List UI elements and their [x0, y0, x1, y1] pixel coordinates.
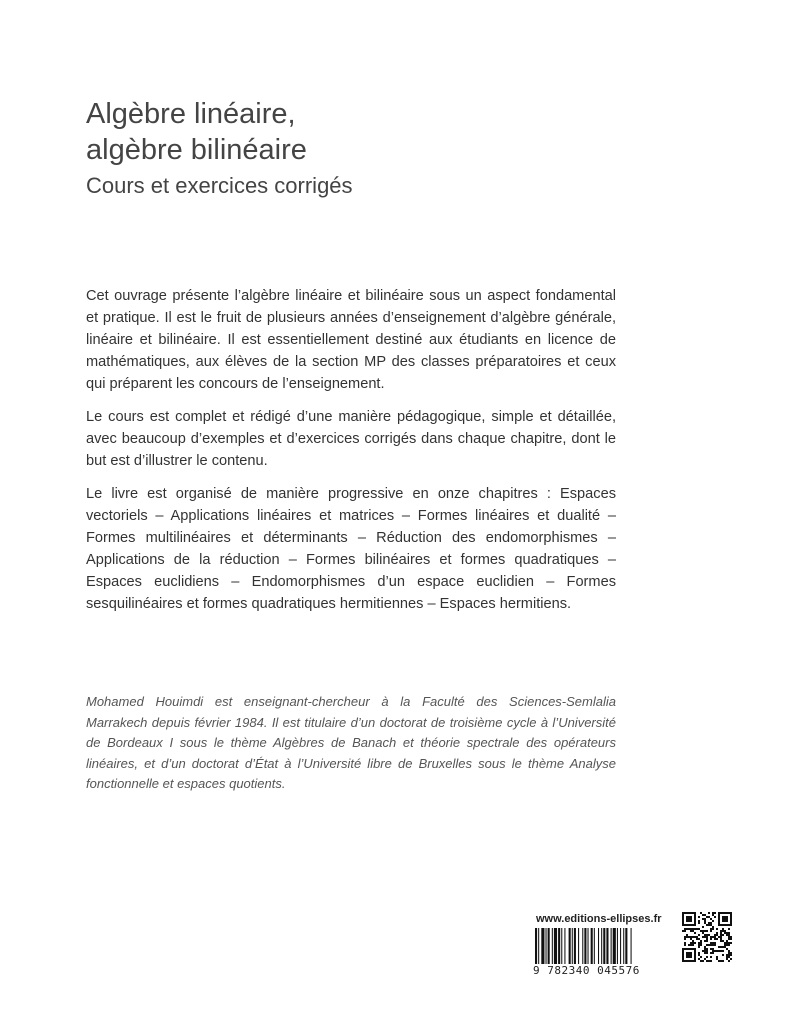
description-paragraph-2: Le cours est complet et rédigé d’une manière pédagogique, simple et détaillée, avec beaucoup d’exemples et d’exercices corrigés dans chaque chapitre, dont le but est d’illustrer le contenu.: [86, 409, 616, 469]
description-paragraph-1: Cet ouvrage présente l’algèbre linéaire et bilinéaire sous un aspect fondamental et pratique. Il est le fruit de plusieurs années d’enseignement d’algèbre générale, linéaire et bilinéaire. Il est essentiellement destiné aux étudiants en licence de mathématiques, aux élèves de la section MP des classes préparatoires et ceux qui préparent les concours de l’enseignement.: [86, 288, 616, 392]
qr-code-icon: [682, 912, 732, 962]
book-subtitle: Cours et exercices corrigés: [86, 173, 353, 198]
description: [86, 285, 616, 626]
description-paragraph-3: Le livre est organisé de manière progressive en onze chapitres : Espaces vectoriels – Applications linéaires et matrices – Formes linéaires et dualité – Formes multilinéaires et déterminants – Réduction des endomorphismes – Applications de la réduction – Formes bilinéaires et formes quadratiques – Espaces euclidiens – Endomorphismes d’un espace euclidien – Formes sesquilinéaires et formes quadratiques hermitiennes – Espaces hermitiens.: [86, 486, 616, 612]
publisher-website: www.editions-ellipses.fr: [536, 913, 662, 925]
book-title-line-1: Algèbre linéaire,: [86, 98, 296, 130]
title-block: [86, 96, 353, 200]
author-bio: Mohamed Houimdi est enseignant-chercheur à la Faculté des Sciences-Semlalia Marrakech depuis février 1984. Il est titulaire d’un doctorat de troisième cycle à l’Université de Bordeaux I sous le thème Algèbres de Banach et théorie spectrale des opérateurs linéaires, et d’un doctorat d’État à l’Université libre de Bruxelles sous le thème Analyse fonctionnelle et espaces quotients.: [86, 694, 616, 791]
book-title-line-2: algèbre bilinéaire: [86, 134, 307, 166]
barcode-icon: [533, 928, 673, 964]
isbn-number: 9 782340 045576: [533, 964, 640, 977]
